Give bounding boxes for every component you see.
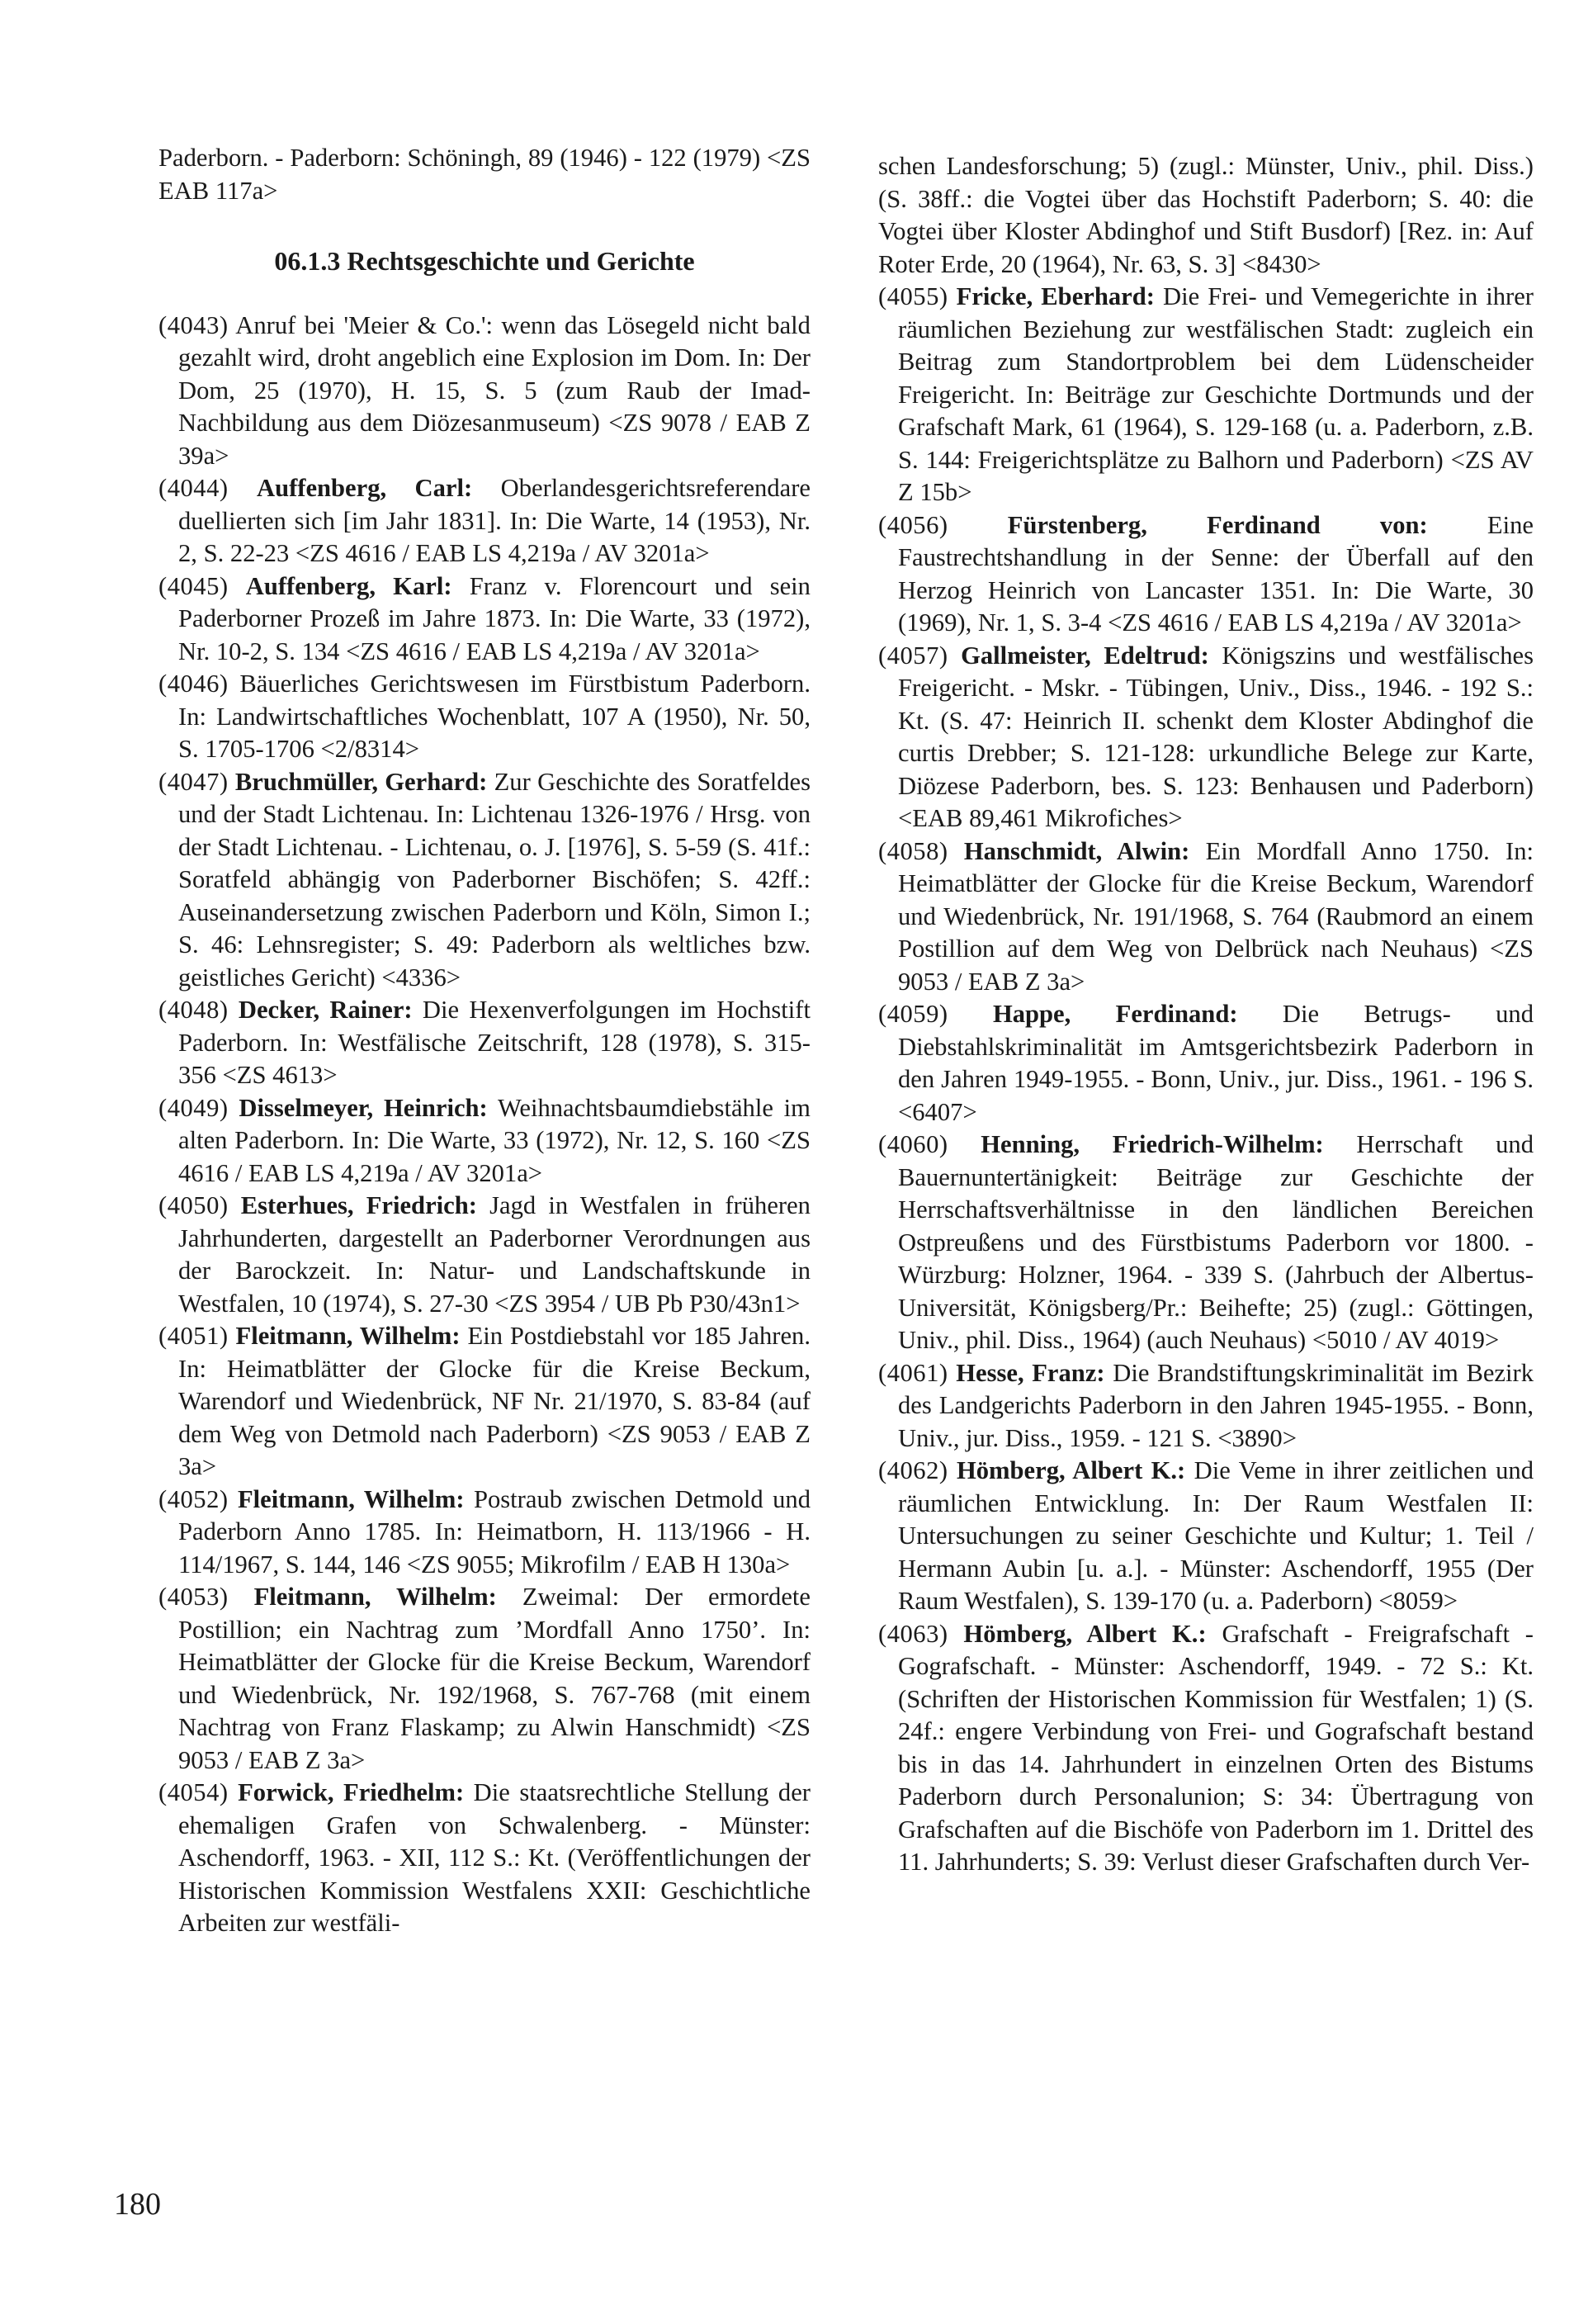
bibliography-entry: (4052) Fleitmann, Wilhelm: Postraub zwischen Detmold und Paderborn Anno 1785. In: Heimatborn, H. 113/1966 - H. 114/1967, S. 144, 146 <ZS 9055; Mikrofilm / EAB H 130a> xyxy=(158,1484,811,1579)
left-column xyxy=(158,142,811,1940)
section-heading: 06.1.3 Rechtsgeschichte und Gerichte xyxy=(274,246,695,276)
bibliography-entry: (4063) Hömberg, Albert K.: Grafschaft - Freigrafschaft - Gografschaft. - Münster: Aschendorff, 1949. - 72 S.: Kt. (Schriften der Historischen Kommission für Westfalen; 1) (S. 24f.: engere Verbindung von Frei- und Gografschaft bestand bis in das 14. Jahrhundert in einzelnen Orten des Bistums Paderborn durch Personalunion; S: 34: Übertragung von Grafschaften auf die Bischöfe von Paderborn im 1. Drittel des 11. Jahrhunderts; S. 39: Verlust dieser Grafschaften durch Ver- xyxy=(878,1619,1534,1876)
bibliography-entry: (4046) Bäuerliches Gerichtswesen im Fürstbistum Paderborn. In: Landwirtschaftliches Wochenblatt, 107 A (1950), Nr. 50, S. 1705-1706 <2/8314> xyxy=(158,670,811,763)
page-number: 180 xyxy=(114,2187,161,2222)
bibliography-entry: (4043) Anruf bei 'Meier & Co.': wenn das Lösegeld nicht bald gezahlt wird, droht angeblich eine Explosion im Dom. In: Der Dom, 25 (1970), H. 15, S. 5 (zum Raub der Imad-Nachbildung aus dem Diözesanmuseum) <ZS 9078 / EAB Z 39a> xyxy=(158,310,811,470)
bibliography-entry: (4049) Disselmeyer, Heinrich: Weihnachtsbaumdiebstähle im alten Paderborn. In: Die Warte, 33 (1972), Nr. 12, S. 160 <ZS 4616 / EAB LS 4,219a / AV 3201a> xyxy=(158,1093,811,1187)
bibliography-entry: (4053) Fleitmann, Wilhelm: Zweimal: Der ermordete Postillion; ein Nachtrag zum ’Mordfall Anno 1750’. In: Heimatblätter der Glocke für die Kreise Beckum, Warendorf und Wiedenbrück, Nr. 192/1968, S. 767-768 (mit einem Nachtrag von Franz Flaskamp; zu Alwin Hanschmidt) <ZS 9053 / EAB Z 3a> xyxy=(158,1583,811,1774)
bibliography-entry: (4057) Gallmeister, Edeltrud: Königszins und westfälisches Freigericht. - Mskr. - Tübingen, Univ., Diss., 1946. - 192 S.: Kt. (S. 47: Heinrich II. schenkt dem Kloster Abdinghof die curtis Drebber; S. 121-128: urkundliche Belege zur Karte, Diözese Paderborn, bes. S. 123: Benhausen und Paderborn) <EAB 89,461 Mikrofiches> xyxy=(878,641,1534,832)
right-column xyxy=(878,150,1534,1879)
right-column-continuation: schen Landesforschung; 5) (zugl.: Münster, Univ., phil. Diss.) (S. 38ff.: die Vogtei über das Hochstift Paderborn; S. 40: die Vogtei über Kloster Abdinghof und Stift Busdorf) [Rez. in: Auf Roter Erde, 20 (1964), Nr. 63, S. 3] <8430> xyxy=(878,152,1534,278)
intro-continuation: Paderborn. - Paderborn: Schöningh, 89 (1946) - 122 (1979) <ZS EAB 117a> xyxy=(158,144,811,205)
bibliography-entry: (4051) Fleitmann, Wilhelm: Ein Postdiebstahl vor 185 Jahren. In: Heimatblätter der Glocke für die Kreise Beckum, Warendorf und Wiedenbrück, NF Nr. 21/1970, S. 83-84 (auf dem Weg von Detmold nach Paderborn) <ZS 9053 / EAB Z 3a> xyxy=(158,1322,811,1480)
bibliography-entry: (4060) Henning, Friedrich-Wilhelm: Herrschaft und Bauernuntertänigkeit: Beiträge zur Geschichte der Herrschaftsverhältnisse in den ländlichen Bereichen Ostpreußens und des Fürstbistums Paderborn vor 1800. - Würzburg: Holzner, 1964. - 339 S. (Jahrbuch der Albertus-Universität, Königsberg/Pr.: Beihefte; 25) (zugl.: Göttingen, Univ., phil. Diss., 1964) (auch Neuhaus) <5010 / AV 4019> xyxy=(878,1130,1534,1354)
bibliography-entry: (4047) Bruchmüller, Gerhard: Zur Geschichte des Soratfeldes und der Stadt Lichtenau. In: Lichtenau 1326-1976 / Hrsg. von der Stadt Lichtenau. - Lichtenau, o. J. [1976], S. 5-59 (S. 41f.: Soratfeld abhängig von Paderborner Bischöfen; S. 42ff.: Auseinandersetzung zwischen Paderborn und Köln, Simon I.; S. 46: Lehnsregister; S. 49: Paderborn als weltliches bzw. geistliches Gericht) <4336> xyxy=(158,767,811,992)
bibliography-entry: (4054) Forwick, Friedhelm: Die staatsrechtliche Stellung der ehemaligen Grafen von Schwalenberg. - Münster: Aschendorff, 1963. - XII, 112 S.: Kt. (Veröffentlichungen der Historischen Kommission Westfalens XXII: Geschichtliche Arbeiten zur westfäli- xyxy=(158,1778,811,1937)
bibliography-entry: (4045) Auffenberg, Karl: Franz v. Florencourt und sein Paderborner Prozeß im Jahre 1873. In: Die Warte, 33 (1972), Nr. 10-2, S. 134 <ZS 4616 / EAB LS 4,219a / AV 3201a> xyxy=(158,571,811,665)
bibliography-entry: (4050) Esterhues, Friedrich: Jagd in Westfalen in früheren Jahrhunderten, dargestellt an Paderborner Verordnungen aus der Barockzeit. In: Natur- und Landschaftskunde in Westfalen, 10 (1974), S. 27-30 <ZS 3954 / UB Pb P30/43n1> xyxy=(158,1191,811,1318)
bibliography-entry: (4059) Happe, Ferdinand: Die Betrugs- und Diebstahlskriminalität im Amtsgerichtsbezirk Paderborn in den Jahren 1949-1955. - Bonn, Univ., jur. Diss., 1961. - 196 S. <6407> xyxy=(878,1000,1534,1126)
bibliography-entry: (4056) Fürstenberg, Ferdinand von: Eine Faustrechtshandlung in der Senne: der Überfall auf den Herzog Heinrich von Lancaster 1351. In: Die Warte, 30 (1969), Nr. 1, S. 3-4 <ZS 4616 / EAB LS 4,219a / AV 3201a> xyxy=(878,510,1534,637)
bibliography-entry: (4044) Auffenberg, Carl: Oberlandesgerichtsreferendare duellierten sich [im Jahr 1831]. In: Die Warte, 14 (1953), Nr. 2, S. 22-23 <ZS 4616 / EAB LS 4,219a / AV 3201a> xyxy=(158,474,811,567)
bibliography-entry: (4048) Decker, Rainer: Die Hexenverfolgungen im Hochstift Paderborn. In: Westfälische Zeitschrift, 128 (1978), S. 315-356 <ZS 4613> xyxy=(158,996,811,1089)
bibliography-entry: (4058) Hanschmidt, Alwin: Ein Mordfall Anno 1750. In: Heimatblätter der Glocke für die Kreise Beckum, Warendorf und Wiedenbrück, Nr. 191/1968, S. 764 (Raubmord an einem Postillion auf dem Weg von Delbrück nach Neuhaus) <ZS 9053 / EAB Z 3a> xyxy=(878,836,1534,996)
bibliography-entry: (4062) Hömberg, Albert K.: Die Veme in ihrer zeitlichen und räumlichen Entwicklung. In: Der Raum Westfalen II: Untersuchungen zu seiner Geschichte und Kultur; 1. Teil / Hermann Aubin [u. a.]. - Münster: Aschendorff, 1955 (Der Raum Westfalen), S. 139-170 (u. a. Paderborn) <8059> xyxy=(878,1456,1534,1615)
bibliography-entry: (4055) Fricke, Eberhard: Die Frei- und Vemegerichte in ihrer räumlichen Beziehung zur westfälischen Stadt: zugleich ein Beitrag zum Standortproblem bei dem Lüdenscheider Freigericht. In: Beiträge zur Geschichte Dortmunds und der Grafschaft Mark, 61 (1964), S. 129-168 (u. a. Paderborn, z.B. S. 144: Freigerichtsplätze zu Balhorn und Paderborn) <ZS AV Z 15b> xyxy=(878,282,1534,506)
bibliography-entry: (4061) Hesse, Franz: Die Brandstiftungskriminalität im Bezirk des Landgerichts Paderborn in den Jahren 1945-1955. - Bonn, Univ., jur. Diss., 1959. - 121 S. <3890> xyxy=(878,1358,1534,1452)
